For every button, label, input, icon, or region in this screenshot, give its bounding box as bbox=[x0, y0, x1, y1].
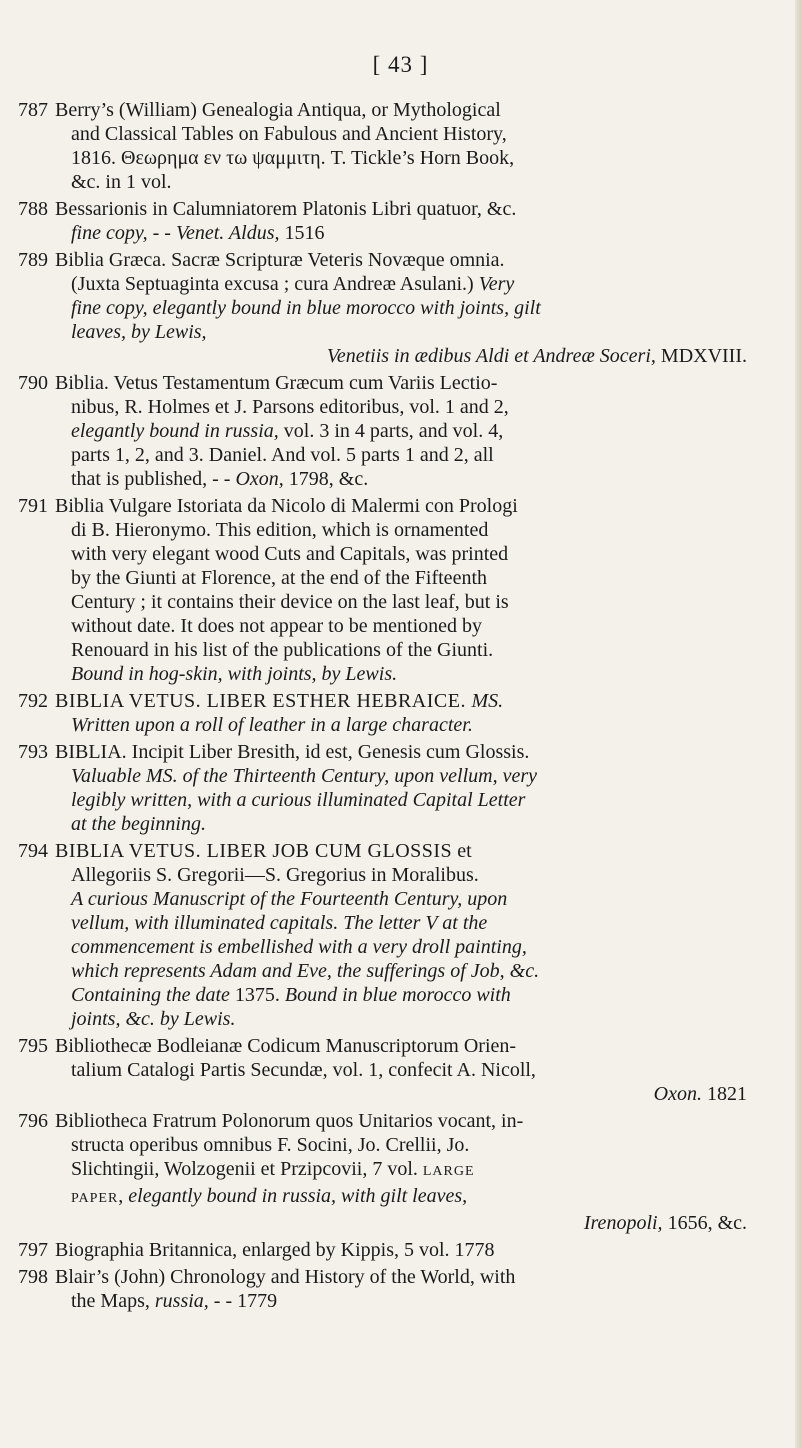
text-run: Bessarionis in Calumniatorem Platonis Libri quatuor, &c. bbox=[55, 198, 517, 220]
text-run: (Juxta Septuaginta excusa ; cura Andreæ Asulani.) bbox=[71, 273, 479, 295]
text-run: Biblia Vulgare Istoriata da Nicolo di Malermi con Prologi bbox=[55, 495, 518, 517]
catalogue-entry bbox=[0, 689, 801, 737]
entry-line bbox=[0, 419, 801, 443]
entry-line bbox=[0, 122, 801, 146]
text-run: elegantly bound in russia, bbox=[71, 420, 279, 442]
entry-line bbox=[0, 713, 801, 737]
entry-number: 794 bbox=[18, 840, 48, 862]
catalogue-entry bbox=[0, 248, 801, 368]
text-run: et bbox=[452, 840, 472, 862]
entry-number: 792 bbox=[18, 690, 48, 712]
entry-line bbox=[0, 344, 801, 368]
text-run: vellum, with illuminated capitals. The letter V at the bbox=[71, 912, 488, 934]
catalogue-entry bbox=[0, 1109, 801, 1235]
entry-line bbox=[0, 197, 801, 221]
text-run: 1375. bbox=[229, 984, 285, 1006]
text-run: BIBLIA. Incipit Liber Bresith, id est, Genesis cum Glossis. bbox=[55, 741, 530, 763]
text-run: Century ; it contains their device on the last leaf, but is bbox=[71, 591, 509, 613]
entry-line bbox=[0, 272, 801, 296]
entry-line bbox=[0, 1058, 801, 1082]
text-run: BIBLIA VETUS. LIBER JOB CUM GLOSSIS bbox=[55, 840, 453, 862]
text-run: Bibliothecæ Bodleianæ Codicum Manuscriptorum Orien- bbox=[55, 1035, 517, 1057]
text-run: Valuable MS. of the Thirteenth Century, upon vellum, very bbox=[71, 765, 538, 787]
text-run: parts 1, 2, and 3. Daniel. And vol. 5 parts 1 and 2, all bbox=[71, 444, 494, 466]
text-run: fine copy, bbox=[71, 222, 148, 244]
text-run: , bbox=[118, 1185, 129, 1207]
text-run: Blair’s (John) Chronology and History of the World, with bbox=[55, 1266, 516, 1288]
entry-line bbox=[0, 443, 801, 467]
text-run: di B. Hieronymo. This edition, which is ornamented bbox=[71, 519, 489, 541]
entry-line bbox=[0, 788, 801, 812]
text-run: &c. in 1 vol. bbox=[71, 171, 172, 193]
catalogue-entry bbox=[0, 371, 801, 491]
text-run: elegantly bound in russia, with gilt leaves, bbox=[128, 1185, 468, 1207]
entry-line bbox=[0, 221, 801, 245]
text-run: the Maps, bbox=[71, 1290, 155, 1312]
text-run: 1516 bbox=[279, 222, 325, 244]
entry-line bbox=[0, 542, 801, 566]
entry-line bbox=[0, 689, 801, 713]
text-run: BIBLIA VETUS. LIBER ESTHER HEBRAICE. bbox=[55, 690, 472, 712]
text-run: fine copy, elegantly bound in blue morocco with joints, gilt bbox=[71, 297, 541, 319]
entry-line bbox=[0, 1211, 801, 1235]
entry-line bbox=[0, 590, 801, 614]
entry-line bbox=[0, 395, 801, 419]
text-run: MS. bbox=[471, 690, 504, 712]
text-run: which represents Adam and Eve, the sufferings of Job, &c. bbox=[71, 960, 540, 982]
text-run: talium Catalogi Partis Secundæ, vol. 1, confecit A. Nicoll, bbox=[71, 1059, 536, 1081]
page-number: [ 43 ] bbox=[372, 52, 429, 77]
entry-line bbox=[0, 296, 801, 320]
catalogue-entry bbox=[0, 197, 801, 245]
text-run: structa operibus omnibus F. Socini, Jo. Crellii, Jo. bbox=[71, 1134, 470, 1156]
text-run: Biblia Græca. Sacræ Scripturæ Veteris Novæque omnia. bbox=[55, 249, 505, 271]
entry-line bbox=[0, 1133, 801, 1157]
entry-line bbox=[0, 1157, 801, 1184]
text-run: Biographia Britannica, enlarged by Kippis, 5 vol. 1778 bbox=[55, 1239, 495, 1261]
entry-line bbox=[0, 518, 801, 542]
text-run: Oxon, bbox=[235, 468, 284, 490]
text-run: vol. 3 in 4 parts, and vol. 4, bbox=[278, 420, 504, 442]
text-run: Written upon a roll of leather in a large character. bbox=[71, 714, 473, 736]
text-run: PAPER bbox=[71, 1191, 119, 1206]
entry-number: 793 bbox=[18, 741, 48, 763]
text-run: A curious Manuscript of the Fourteenth Century, upon bbox=[71, 888, 508, 910]
text-run: 1821 bbox=[702, 1083, 747, 1105]
entry-line bbox=[0, 320, 801, 344]
entry-number: 790 bbox=[18, 372, 48, 394]
entry-line bbox=[0, 764, 801, 788]
entry-line bbox=[0, 467, 801, 491]
catalogue-entry bbox=[0, 494, 801, 686]
text-run: 1816. Θεωρημα εν τω ψαμμιτη. T. Tickle’s Horn Book, bbox=[71, 147, 515, 169]
entry-line bbox=[0, 1082, 801, 1106]
text-run: Bibliotheca Fratrum Polonorum quos Unitarios vocant, in- bbox=[55, 1110, 524, 1132]
text-run: nibus, R. Holmes et J. Parsons editoribus, vol. 1 and 2, bbox=[71, 396, 509, 418]
text-run: 1798, &c. bbox=[283, 468, 369, 490]
text-run: Containing the date bbox=[71, 984, 230, 1006]
text-run: by the Giunti at Florence, at the end of the Fifteenth bbox=[71, 567, 487, 589]
entry-line bbox=[0, 98, 801, 122]
catalogue-entry bbox=[0, 98, 801, 194]
entry-line bbox=[0, 1265, 801, 1289]
catalogue-entries bbox=[0, 98, 801, 1316]
text-run: joints, &c. by Lewis. bbox=[71, 1008, 236, 1030]
text-run: - - 1779 bbox=[208, 1290, 278, 1312]
entry-line bbox=[0, 1289, 801, 1313]
entry-number: 788 bbox=[18, 198, 48, 220]
entry-line bbox=[0, 983, 801, 1007]
catalogue-entry bbox=[0, 740, 801, 836]
entry-number: 787 bbox=[18, 99, 48, 121]
text-run: Berry’s (William) Genealogia Antiqua, or Mythological bbox=[55, 99, 501, 121]
text-run: commencement is embellished with a very droll painting, bbox=[71, 936, 527, 958]
entry-line bbox=[0, 1109, 801, 1133]
text-run: Venet. Aldus, bbox=[175, 222, 280, 244]
text-run: 1656, &c. bbox=[662, 1212, 747, 1234]
catalogue-entry bbox=[0, 839, 801, 1031]
entry-line bbox=[0, 494, 801, 518]
text-run: Venetiis in ædibus Aldi et Andreæ Soceri, bbox=[326, 345, 656, 367]
text-run: Oxon. bbox=[653, 1083, 702, 1105]
text-run: LARGE bbox=[422, 1164, 475, 1179]
entry-line bbox=[0, 371, 801, 395]
entry-number: 796 bbox=[18, 1110, 48, 1132]
entry-line bbox=[0, 839, 801, 863]
text-run: Slichtingii, Wolzogenii et Przipcovii, 7 vol. bbox=[71, 1158, 423, 1180]
entry-number: 798 bbox=[18, 1266, 48, 1288]
entry-line bbox=[0, 863, 801, 887]
text-run: at the beginning. bbox=[71, 813, 206, 835]
text-run: Very bbox=[478, 273, 515, 295]
text-run: MDXVIII. bbox=[655, 345, 747, 367]
entry-number: 789 bbox=[18, 249, 48, 271]
catalogue-entry bbox=[0, 1265, 801, 1313]
text-run: russia, bbox=[154, 1290, 209, 1312]
text-run: that is published, - - bbox=[71, 468, 236, 490]
entry-line bbox=[0, 1007, 801, 1031]
entry-line bbox=[0, 1238, 801, 1262]
text-run: without date. It does not appear to be mentioned by bbox=[71, 615, 483, 637]
entry-line bbox=[0, 1184, 801, 1211]
text-run: - - bbox=[147, 222, 176, 244]
text-run: legibly written, with a curious illuminated Capital Letter bbox=[71, 789, 526, 811]
text-run: with very elegant wood Cuts and Capitals, was printed bbox=[71, 543, 509, 565]
text-run: Irenopoli, bbox=[583, 1212, 663, 1234]
text-run: leaves, by Lewis, bbox=[71, 321, 207, 343]
catalogue-entry bbox=[0, 1238, 801, 1262]
entry-line bbox=[0, 1034, 801, 1058]
entry-line bbox=[0, 935, 801, 959]
entry-line bbox=[0, 887, 801, 911]
text-run: Bound in blue morocco with bbox=[284, 984, 511, 1006]
entry-line bbox=[0, 248, 801, 272]
entry-number: 795 bbox=[18, 1035, 48, 1057]
text-run: Renouard in his list of the publications of the Giunti. bbox=[71, 639, 494, 661]
entry-line bbox=[0, 614, 801, 638]
entry-line bbox=[0, 638, 801, 662]
text-run: Bound in hog-skin, with joints, by Lewis. bbox=[71, 663, 398, 685]
entry-line bbox=[0, 170, 801, 194]
entry-line bbox=[0, 812, 801, 836]
text-run: Biblia. Vetus Testamentum Græcum cum Variis Lectio- bbox=[55, 372, 498, 394]
entry-line bbox=[0, 959, 801, 983]
entry-line bbox=[0, 146, 801, 170]
entry-number: 797 bbox=[18, 1239, 48, 1261]
entry-line bbox=[0, 911, 801, 935]
text-run: Allegoriis S. Gregorii—S. Gregorius in Moralibus. bbox=[71, 864, 479, 886]
catalogue-entry bbox=[0, 1034, 801, 1106]
entry-line bbox=[0, 566, 801, 590]
text-run: and Classical Tables on Fabulous and Ancient History, bbox=[71, 123, 507, 145]
entry-line bbox=[0, 662, 801, 686]
entry-line bbox=[0, 740, 801, 764]
entry-number: 791 bbox=[18, 495, 48, 517]
